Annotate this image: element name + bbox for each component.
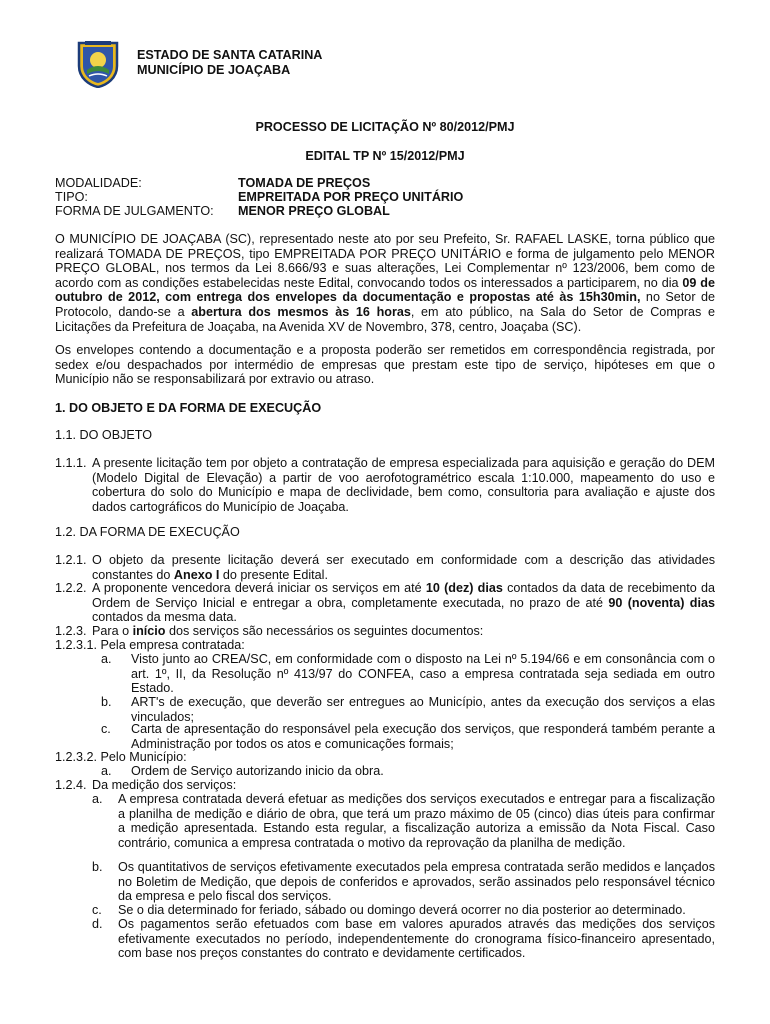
section-1-title: 1. DO OBJETO E DA FORMA DE EXECUÇÃO [55, 401, 322, 415]
item-c3-text: Se o dia determinado for feriado, sábado ou domingo deverá ocorrer no dia posterior ao determinado. [118, 903, 686, 917]
item-c-label: c. [101, 722, 111, 736]
header-municipality: MUNICÍPIO DE JOAÇABA [137, 63, 291, 77]
clause-text: A proponente vencedora deverá iniciar os serviços em até [92, 581, 426, 595]
clause-1-2-1-number: 1.2.1. [55, 553, 87, 567]
item-b3-label: b. [92, 860, 103, 874]
clause-1-2-2-text [92, 581, 715, 625]
clause-text: Para o [92, 624, 133, 638]
process-title: PROCESSO DE LICITAÇÃO Nº 80/2012/PMJ [255, 120, 515, 134]
intro-text: O MUNICÍPIO DE JOAÇABA (SC), representado neste ato por seu Prefeito, Sr. RAFAEL LASKE, torna público que realizará TOMADA DE PREÇOS, tipo EMPREITADA POR PREÇO UNITÁRIO e forma de julgamento pelo MENOR PREÇO GLOBAL, nos termos da Lei 8.666/93 e suas alterações, Lei Complementar nº 123/2006, bem como de acordo com as condições estabelecidas neste Edital, convocando todos os interessados a participarem, no dia [55, 232, 715, 290]
days-bold: 10 (dez) dias [425, 581, 503, 595]
header-state: ESTADO DE SANTA CATARINA [137, 48, 323, 62]
intro-text-2: no Setor de Protocolo, dando-se a [55, 290, 715, 319]
days-bold: 90 (noventa) dias [608, 595, 715, 610]
clause-text: do presente Edital. [219, 567, 328, 582]
intro-text-3: , em ato público, na Sala do Setor de Compras e Licitações da Prefeitura de Joaçaba, na Avenida XV de Novembro, 378, centro, Joaçaba (SC). [55, 304, 715, 334]
clause-1-2-1-text [92, 553, 715, 582]
intro-opening-bold: abertura dos mesmos às 16 horas [191, 304, 411, 319]
clause-text: contados da data de recebimento da Ordem de Serviço Inicial e entregar a obra, completamente executada, no prazo de até [92, 581, 715, 610]
clause-1-2-3-number: 1.2.3. [55, 624, 87, 638]
meta-label-julgamento: FORMA DE JULGAMENTO: [55, 204, 214, 218]
clause-1-1-1-number: 1.1.1. [55, 456, 87, 470]
item-c-text: Carta de apresentação do responsável pela execução dos serviços, que responderá também perante a Administração por todos os atos e comunicações formais; [131, 722, 715, 751]
item-b-text: ART's de execução, que deverão ser entregues ao Município, antes da execução dos serviços a elas vinculados; [131, 695, 715, 724]
item-d3-text: Os pagamentos serão efetuados com base em valores apurados através das medições dos serviços efetivamente executados no período, independentemente do cronograma físico-financeiro apresentado, com base nos preços constantes do contrato e devidamente certificados. [118, 917, 715, 961]
item-a-text: Visto junto ao CREA/SC, em conformidade com o disposto na Lei nº 5.194/66 e em consonância com o art. 1º, II, da Resolução nº 413/97 do CONFEA, caso a empresa contratada seja sediada em outro Estado. [131, 652, 715, 696]
clause-text: O objeto da presente licitação deverá ser executado em conformidade com a descrição das atividades constantes do [92, 553, 715, 582]
clause-1-2-3-2: 1.2.3.2. Pelo Município: [55, 750, 187, 764]
municipal-coat-of-arms-icon [75, 40, 121, 88]
item-a3-text: A empresa contratada deverá efetuar as medições dos serviços executados e entregar para a fiscalização a planilha de medição e diário de obra, que terá um prazo máximo de 05 (cinco) dias úteis para confirmar a medição apresentada. Estando esta regular, a fiscalização autoriza a emissão da Nota Fiscal. Caso contrário, comunica a empresa contratada o motivo da reprovação da planilha de medição. [118, 792, 715, 850]
item-b3-text: Os quantitativos de serviços efetivamente executados pela empresa contratada serão medidos e lançados no Boletim de Medição, que depois de conferidos e aprovados, serão assinados pelo responsável técnico da empresa e pelo fiscal dos serviços. [118, 860, 715, 904]
annex-bold: Anexo I [173, 567, 220, 582]
item-a2-label: a. [101, 764, 112, 778]
edital-title: EDITAL TP Nº 15/2012/PMJ [305, 149, 465, 163]
item-a2-text: Ordem de Serviço autorizando inicio da obra. [131, 764, 384, 778]
clause-text: dos serviços são necessários os seguintes documentos: [165, 624, 484, 638]
clause-1-2-2-number: 1.2.2. [55, 581, 87, 595]
clause-1-2-4-number: 1.2.4. [55, 778, 87, 792]
item-a3-label: a. [92, 792, 103, 806]
section-1-1-title: 1.1. DO OBJETO [55, 428, 153, 442]
intro-date-bold: 09 de outubro de 2012, com entrega dos envelopes da documentação e propostas até às 15h30min, [55, 275, 715, 305]
item-c3-label: c. [92, 903, 102, 917]
meta-label-tipo: TIPO: [55, 190, 88, 204]
clause-text: contados da mesma data. [92, 610, 237, 625]
clause-1-2-4-text: Da medição dos serviços: [92, 778, 237, 792]
item-d3-label: d. [92, 917, 103, 931]
section-1-2-title: 1.2. DA FORMA DE EXECUÇÃO [55, 525, 240, 539]
start-bold: início [132, 624, 166, 638]
item-a-label: a. [101, 652, 112, 666]
meta-value-tipo: EMPREITADA POR PREÇO UNITÁRIO [238, 190, 464, 204]
intro-paragraph-2: Os envelopes contendo a documentação e a proposta poderão ser remetidos em correspondência registrada, por sedex e/ou despachados por intermédio de empresas que prestam este tipo de serviço, hipóteses em que o Município não se responsabilizará por extravio ou atraso. [55, 343, 715, 387]
clause-1-1-1-text: A presente licitação tem por objeto a contratação de empresa especializada para aquisição e geração do DEM (Modelo Digital de Elevação) a partir de voo aerofotogramétrico escala 1:10.000, mapeamento do uso e cobertura do solo do Município e mapa de declividade, bem como, consultoria para avaliação e ajuste dos dados cartográficos do Município de Joaçaba. [92, 456, 715, 514]
meta-value-julgamento: MENOR PREÇO GLOBAL [238, 204, 390, 218]
item-b-label: b. [101, 695, 112, 709]
meta-value-modalidade: TOMADA DE PREÇOS [238, 176, 371, 190]
intro-paragraph-1 [55, 232, 715, 334]
header [137, 48, 322, 78]
meta-label-modalidade: MODALIDADE: [55, 176, 142, 190]
clause-1-2-3-text [92, 624, 715, 639]
clause-1-2-3-1: 1.2.3.1. Pela empresa contratada: [55, 638, 245, 652]
